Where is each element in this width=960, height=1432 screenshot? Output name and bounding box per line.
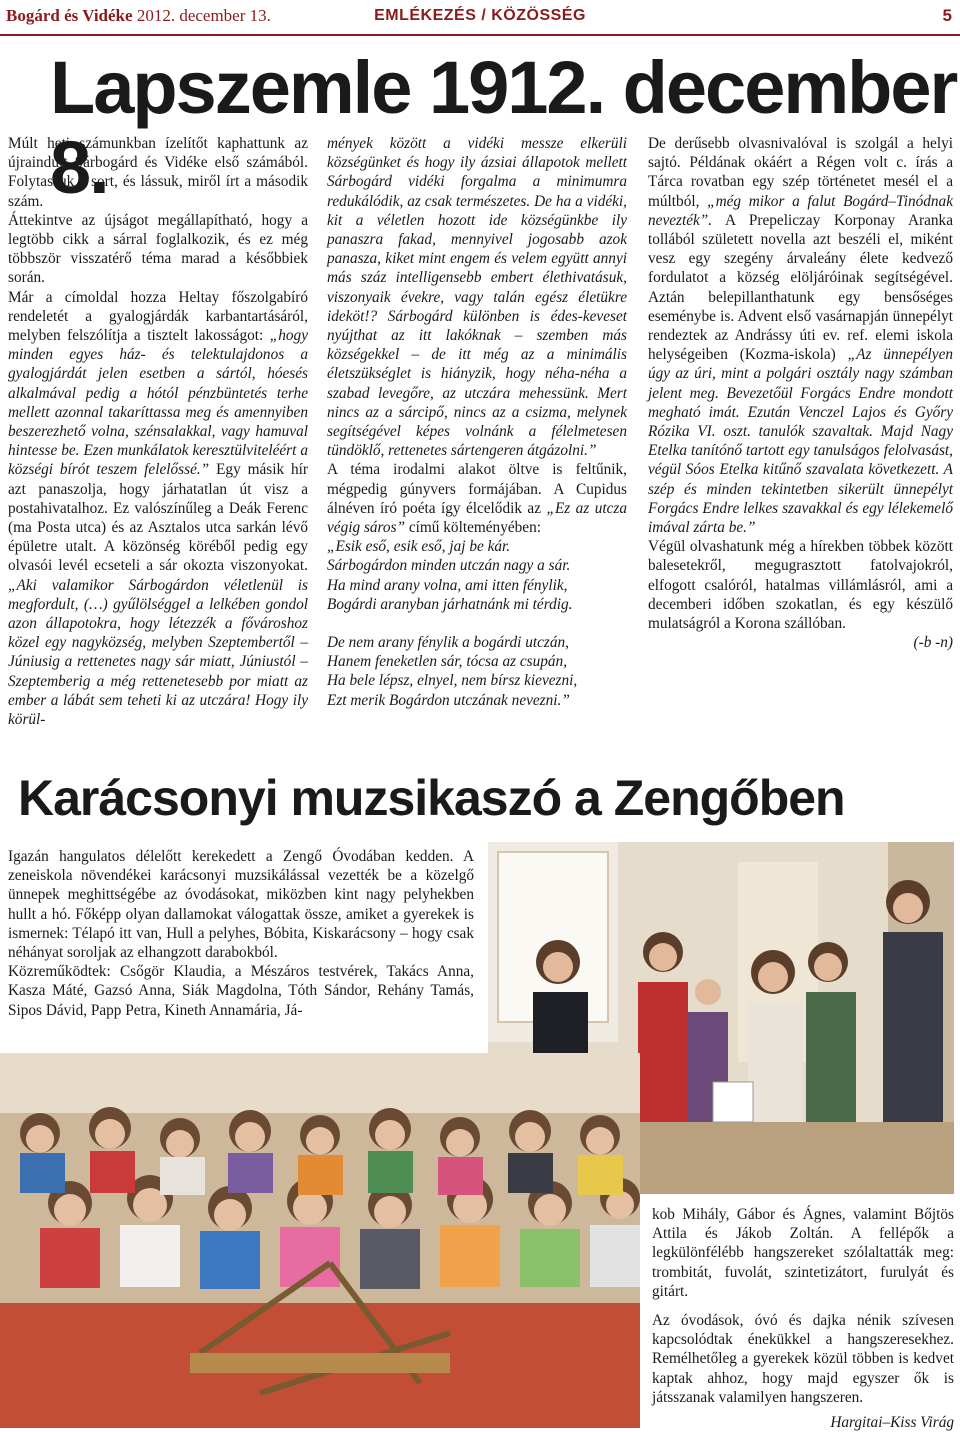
article-title-2: Karácsonyi muzsikaszó a Zengőben <box>18 770 845 826</box>
text-run: A Prepeliczay Korponay Aranka tollából született novella azt beszéli el, miként vesz egy szegény árvaleány élete kedvező fordulatot a község elöljáróinak segítségével. Aztán belepillanthatunk egy bensőséges eseménybe is. Advent első vasárnapján ünnepélyt rendeztek az Andrássy úti ev. ref. elemi iskola helységeiben (Kozma-iskola) <box>648 211 953 364</box>
poem-title: „Ez az utcza végig sáros” <box>327 499 628 537</box>
paragraph <box>8 288 308 730</box>
publication-name: Bogárd és Vidéke <box>6 6 133 25</box>
poem-stanza-break <box>327 614 627 633</box>
article-column-1 <box>8 134 308 729</box>
paragraph-gap <box>652 1301 954 1311</box>
paragraph: Igazán hangulatos délelőtt kerekedett a Zengő Óvodában kedden. A zeneiskola növendékei karácsonyi muzsikálással vezették be a közelgő ünnepek meghittségébe az óvodásokat, miközben kint nagy pelyhekben hullt a hó. Főképp olyan dallamokat válogattak össze, amiket a gyerekek is ismernek: Télapó itt van, Hull a pelyhes, Bóbita, Kiskarácsony – hogy csak néhányat soroljak az elhangzott darabokból. <box>8 848 474 962</box>
photo-children-illustration <box>0 1053 640 1428</box>
poem-line: De nem arany fénylik a bogárdi utczán, <box>327 634 570 652</box>
author-signature-2: Hargitai–Kiss Virág <box>830 1414 954 1432</box>
text-run: Már a címoldal hozza Heltay főszolgabíró rendeletét a gyalogjárdák karbantartásáról, melyben felszólítja a tisztelt lakosságot: <box>8 288 308 345</box>
quote-run: „még mikor a falut Bogárd–Tinódnak nevezték”. <box>648 192 953 229</box>
text-run: A téma irodalmi alakot öltve is feltűnik, mégpedig gúnyvers formájában. A Cupidus álnéven író poéta így élcelődik az <box>327 461 627 517</box>
text-run: De derűsebb olvasnivalóval is szolgál a helyi sajtó. Példának okáért a Régen volt c. írás a Tárca rovatban egy szép történetet mesél el a múltból, <box>648 135 953 210</box>
poem-line: Sárbogárdon minden utczán nagy a sár. <box>327 557 571 575</box>
quote-run: mények között a vidéki messze elkerüli községünket és hogy ily ázsiai állapotok mellett Sárbogárd vidéki forgalma a minimumra redukálódik, az csak természetes. De ha a vidéki, kit a véletlen hozott ide községünkbe ily panaszra fakad, mennyivel jogosabb azok panasza, kiket mint engem és velem együtt annyi más száz intelligensebb embert élethivatásuk, viszonyaik évekre, vagy talán egész életükre ideköt!? Sárbogárd különben is édes-keveset nyújthat az itt lakóknak – szemben más községekkel – de itt még az a minimális életszükséglet is hiányzik, hogy néha-néha a szabad levegőre, az utczára mehessünk. Mert nincs az a sárcipő, nincs az a csizma, melynek segítségével képes volnánk a félelmetesen tündöklő, rettenetes sártengeren átgázolni.” <box>327 135 627 460</box>
quote-run: „Aki valamikor Sárbogárdon véletlenül is megfordult, (…) gyűlölséggel a lelkében gondol azon állapotokra, hogy létezzék a fővároshoz közel egy nagyközség, melyben Szeptembertől – Júniusig a rettenetes nagy sár miatt, Júniustól – Szeptemberig a még rettenetesebb por miatt az ember a lábát sem teheti ki az utczára! Hogy ily körül- <box>8 576 308 729</box>
section-title: EMLÉKEZÉS / KÖZÖSSÉG <box>374 7 586 24</box>
paragraph <box>327 460 627 537</box>
poem-line: Bogárdi aranyban járhatnánk mi térdig. <box>327 595 573 613</box>
article-column-3 <box>648 134 953 652</box>
article2-column-2 <box>652 1205 954 1432</box>
poem <box>327 537 627 710</box>
paragraph: Az óvodások, óvó és dajka nénik szívesen kapcsolódtak énekükkel a hangszeresekhez. Remélhetőleg a gyerekek közül többen is kedvet kaptak ahhoz, hogy majd egyszer ők is játsszanak valamilyen hangszeren. <box>652 1312 954 1406</box>
text-run: című költeményében: <box>405 519 541 537</box>
poem-line: Ha bele lépsz, elnyel, nem bírsz kievezni, <box>327 672 578 690</box>
issue-date: 2012. december 13. <box>136 6 271 25</box>
poem-line: Hanem feneketlen sár, tócsa az csupán, <box>327 653 568 671</box>
paragraph <box>648 134 953 537</box>
paragraph: Áttekintve az újságot megállapítható, hogy a legtöbb cikk a sárral foglalkozik, és ez még többször visszatérő téma marad a későbbiek során. <box>8 211 308 287</box>
quote-run: „Az ünnepélyen úgy az úri, mint a polgári osztály nagy számban jelent meg. Bevezetőül Forgács Endre mondott megható imát. Ezután Venczel Lajos és Győry Rózika VI. oszt. tanulók szavaltak. Majd Nagy Etelka tanítónő tartott egy tanulságos felolvasást, végül Sóos Etelka kitűnő szavalata következett. A szép és minden tekintetben sikerült ünnepélyt Forgács Endre lelkes szavakkal és egy lélekemelő imával zárta be.” <box>648 346 954 537</box>
article-title: Lapszemle 1912. december 8. <box>50 46 957 209</box>
quote-run: „hogy minden egyes ház- és telektulajdonos a gyalogjárdát jelen esetben a sártól, hóesés alkalmával pedig a hótól pénzbüntetés terhe mellett azonnal takaríttassa meg és amennyiben beszerezhető volna, szénsalakkal, vagy hamuval hintesse be. Ezen munkálatok keresztülviteléért a községi bírót teszem felelőssé.” <box>8 327 308 479</box>
text-run: Egy másik hír azt panaszolja, hogy járhatatlan út visz a postahivatalhoz. Ez valószínűleg a Deák Ferenc (ma Posta utca) és az Asztalos utca sarkán lévő épületre utalt. A közönség köréből pedig egy olvasói levél ecseteli a sár okozta viszonyokat. <box>8 461 308 575</box>
photo-children-audience <box>0 1053 640 1428</box>
author-signature: (-b -n) <box>913 634 953 652</box>
paragraph: Végül olvashatunk még a hírekben többek között balesetekről, megugrasztott fatolvajokról, elfogott csalóról, hatalmas villámlásról, ami a decemberi időben szokatlan, és egy készülő mulatságról a Korona szállóban. <box>648 538 953 633</box>
poem-line: Ha mind arany volna, ami itten fénylik, <box>327 576 568 594</box>
paragraph: Közreműködtek: Csőgör Klaudia, a Mészáros testvérek, Takács Anna, Kasza Máté, Gazsó Anna, Siák Magdolna, Tóth Sándor, Rehány Tamás, Sipos Dávid, Papp Petra, Kineth Annamária, Já- <box>8 963 474 1019</box>
article-column-2 <box>327 134 627 710</box>
article2-column-1 <box>8 847 474 1020</box>
paragraph <box>327 134 627 460</box>
poem-line: Ezt merik Bogárdon utczának nevezni.” <box>327 691 570 709</box>
paragraph: kob Mihály, Gábor és Ágnes, valamint Bőjtös Attila és Jákob Zoltán. A fellépők a legkülönfélébb hangszereket szólaltatták meg: trombitát, fuvolát, szintetizátort, furulyát és gitárt. <box>652 1206 954 1300</box>
poem-line: „Esik eső, esik eső, jaj be kár. <box>327 538 511 556</box>
paragraph: Múlt heti számunkban ízelítőt kaphattunk az újraindult Sárbogárd és Vidéke első számából. Folytassuk a sort, és lássuk, miről írt a második szám. <box>8 135 308 210</box>
page-header <box>0 0 960 36</box>
page-number: 5 <box>942 6 952 25</box>
